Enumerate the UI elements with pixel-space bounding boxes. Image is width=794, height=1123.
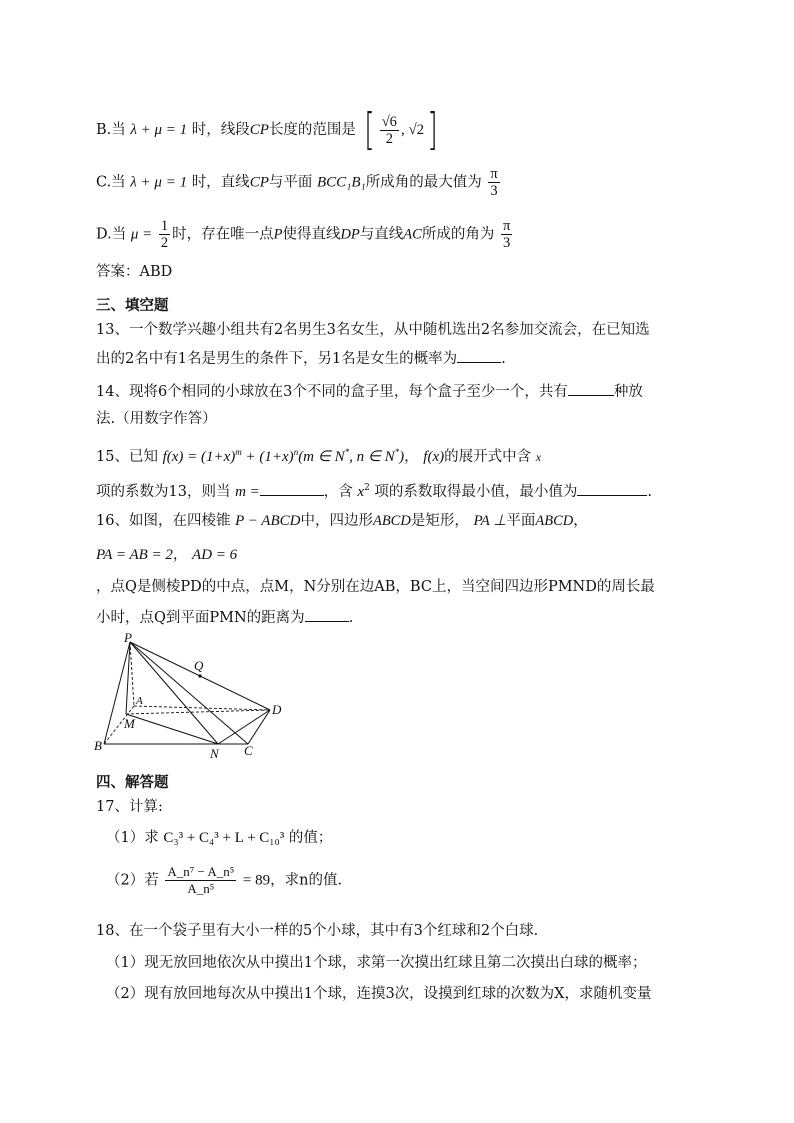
q16-blank[interactable] [305, 607, 349, 622]
q16-line4 [96, 607, 353, 628]
edge-mn [126, 714, 218, 744]
q15-x: x [535, 450, 542, 464]
fraction-denominator: 3 [490, 183, 498, 199]
q16-line2 [96, 545, 237, 565]
q17-title: 17、计算: [96, 799, 163, 815]
q15-period: . [647, 483, 653, 500]
q14-blank[interactable] [568, 381, 614, 396]
label-q: Q [194, 658, 204, 673]
right-bracket: ] [427, 104, 438, 155]
fraction-denominator: 2 [160, 235, 169, 251]
q15-exp-n: n [293, 447, 299, 457]
q17-part2-tail: ，求n的值. [270, 872, 343, 889]
edge-pa [130, 642, 134, 706]
option-c-fraction [488, 166, 499, 199]
option-c-cp: CP [249, 174, 269, 191]
q16-text4: 小时，点Q到平面PMN的距离为 [96, 610, 305, 626]
option-c-condition: λ + μ = 1 [130, 174, 188, 191]
q15-text4: 项的系数取得最小值，最小值为 [374, 483, 578, 500]
q16-pa-perp: PA ⊥ [473, 513, 507, 529]
q16-period: . [348, 610, 354, 626]
option-d-ac: AC [403, 226, 422, 243]
q15-x2: x [357, 483, 365, 500]
q15-blank-min[interactable] [577, 481, 647, 496]
q14-tail: 种放 [613, 384, 643, 400]
label-a: A [136, 695, 143, 707]
option-d-text2: 使得直线 [282, 226, 341, 243]
left-bracket: [ [363, 104, 375, 155]
q13-period: . [501, 351, 506, 367]
fraction-denominator: 3 [502, 235, 511, 251]
q16-text1: 中，四边形 [300, 513, 373, 529]
edge-pn [130, 642, 218, 744]
q15-m-eq: m = [235, 483, 260, 500]
q17-part1 [106, 828, 332, 848]
option-b-upper: , √2 [400, 122, 425, 138]
q15-star1: * [344, 447, 350, 457]
option-c-text3: 所成角的最大值为 [365, 174, 482, 191]
q16-ad: AD = 6 [192, 547, 238, 563]
option-c-text2: 与平面 [268, 174, 313, 191]
q15-comma: ， [404, 449, 419, 465]
option-d-answer-fraction [501, 218, 512, 251]
q16-line1 [96, 511, 588, 531]
fraction-numerator: 1 [160, 218, 169, 234]
option-d-mu: μ = [130, 226, 153, 243]
q16-abcd2: ABCD [535, 513, 574, 529]
section-fill-in: 三、填空题 [96, 298, 169, 314]
label-d: D [272, 702, 282, 717]
q17-part1-expr: C₃³ + C₄³ + L + C₁₀³ [163, 830, 285, 846]
label-m: M [124, 716, 135, 731]
option-c-plane: BCC₁B₁ [316, 174, 366, 191]
q13-text: 出的2名中有1名是男生的条件下，另1名是女生的概率为 [96, 351, 458, 367]
q16-text3: 平面 [506, 513, 536, 529]
option-b-interval [361, 104, 442, 155]
option-d-mu-fraction [159, 218, 170, 251]
option-c-prefix: C.当 [96, 174, 126, 191]
q16-abcd: ABCD [372, 513, 411, 529]
pyramid-figure [90, 632, 300, 767]
fraction-numerator: π [502, 218, 511, 234]
edge-pm [126, 642, 130, 714]
q15-exp2: 2 [364, 483, 370, 493]
option-b-condition: λ + μ = 1 [130, 122, 188, 138]
fraction-numerator: A_n⁷ − A_n⁵ [167, 864, 235, 879]
label-n: N [210, 746, 219, 761]
q13-line1: 13、一个数学兴趣小组共有2名男生3名女生，从中随机选出2名参加交流会，在已知选 [96, 322, 650, 338]
q15-formula [163, 449, 405, 465]
option-d-p: P [273, 226, 283, 243]
q15-domain1: (m ∈ N [298, 449, 345, 465]
edge-md [126, 710, 270, 714]
fraction-numerator: π [490, 166, 498, 182]
q13-line2 [96, 348, 506, 369]
q15-formula-part1: f(x) = (1+x) [162, 449, 236, 465]
edge-ad [134, 706, 270, 710]
option-d [96, 218, 514, 251]
edge-nd [218, 710, 270, 744]
q16-pyramid: P − ABCD [235, 513, 301, 529]
q17-part2-label: （2）若 [106, 872, 159, 889]
q18-part1: （1）现无放回地依次从中摸出1个球，求第一次摸出红球且第二次摸出白球的概率； [106, 955, 647, 971]
q13-blank[interactable] [457, 348, 501, 363]
q16-comma2: ， [172, 547, 188, 563]
section-answer: 四、解答题 [96, 775, 169, 791]
q18-part2: （2）现有放回地每次从中摸出1个球，连摸3次，设摸到红球的次数为X，求随机变量 [106, 986, 652, 1002]
edge-cd [248, 710, 270, 744]
answer-line: 答案：ABD [96, 264, 173, 280]
q17-part2 [106, 864, 342, 897]
option-d-text3: 与直线 [359, 226, 404, 243]
option-d-text1: 时，存在唯一点 [172, 226, 274, 243]
q16-pa-ab: PA = AB = 2 [96, 547, 173, 563]
q14-text: 14、现将6个相同的小球放在3个不同的盒子里，每个盒子至少一个，共有 [96, 384, 568, 400]
q17-part1-tail: 的值； [288, 830, 333, 846]
label-c: C [244, 743, 253, 758]
option-d-text4: 所成的角为 [421, 226, 495, 243]
option-b-suffix: 长度的范围是 [268, 122, 356, 138]
q16-prefix: 16、如图，在四棱锥 [96, 513, 231, 529]
q16-comma: ， [573, 513, 588, 529]
option-d-dp: DP [340, 226, 360, 243]
q17-part2-fraction [165, 864, 236, 897]
q17-part1-label: （1）求 [106, 830, 159, 846]
q15-line1 [96, 442, 541, 467]
option-c-middle: 时，直线 [191, 174, 250, 191]
fraction-denominator: 2 [385, 130, 393, 147]
q15-text1: 的展开式中含 [444, 449, 532, 465]
point-q [198, 674, 201, 677]
label-p: P [124, 632, 132, 645]
q15-domain3: ) [399, 449, 405, 465]
q15-line2 [96, 478, 652, 502]
q14-line2: 法.（用数字作答） [96, 411, 217, 427]
q16-line3: ，点Q是侧棱PD的中点，点M，N分别在边AB，BC上，当空间四边形PMND的周长最 [96, 579, 655, 595]
option-c [96, 166, 502, 199]
q15-domain2: , n ∈ N [349, 449, 395, 465]
fraction-denominator: A_n⁵ [187, 881, 215, 896]
q15-fx: f(x) [423, 449, 445, 465]
option-b-fraction [380, 114, 399, 147]
option-b-cp: CP [249, 122, 269, 138]
q15-exp-m: m [235, 447, 242, 457]
fraction-numerator: √6 [381, 113, 397, 130]
q15-prefix: 15、已知 [96, 449, 158, 465]
label-b: B [94, 738, 102, 753]
option-d-prefix: D.当 [96, 226, 127, 243]
q15-formula-part2: + (1+x) [241, 449, 294, 465]
q15-text2: 项的系数为13，则当 [96, 483, 231, 500]
q16-text2: 是矩形， [410, 513, 469, 529]
option-b-middle: 时，线段 [191, 122, 250, 138]
q15-text3: ，含 [323, 483, 353, 500]
option-b-prefix: B.当 [96, 122, 126, 138]
q17-part2-eq: = 89 [242, 872, 271, 889]
edge-pc [130, 642, 248, 744]
q14-line1 [96, 381, 643, 402]
q15-star2: * [394, 447, 400, 457]
option-b [96, 104, 441, 155]
q15-blank-m[interactable] [260, 481, 324, 496]
q18-line1: 18、在一个袋子里有大小一样的5个小球，其中有3个红球和2个白球. [96, 923, 539, 939]
